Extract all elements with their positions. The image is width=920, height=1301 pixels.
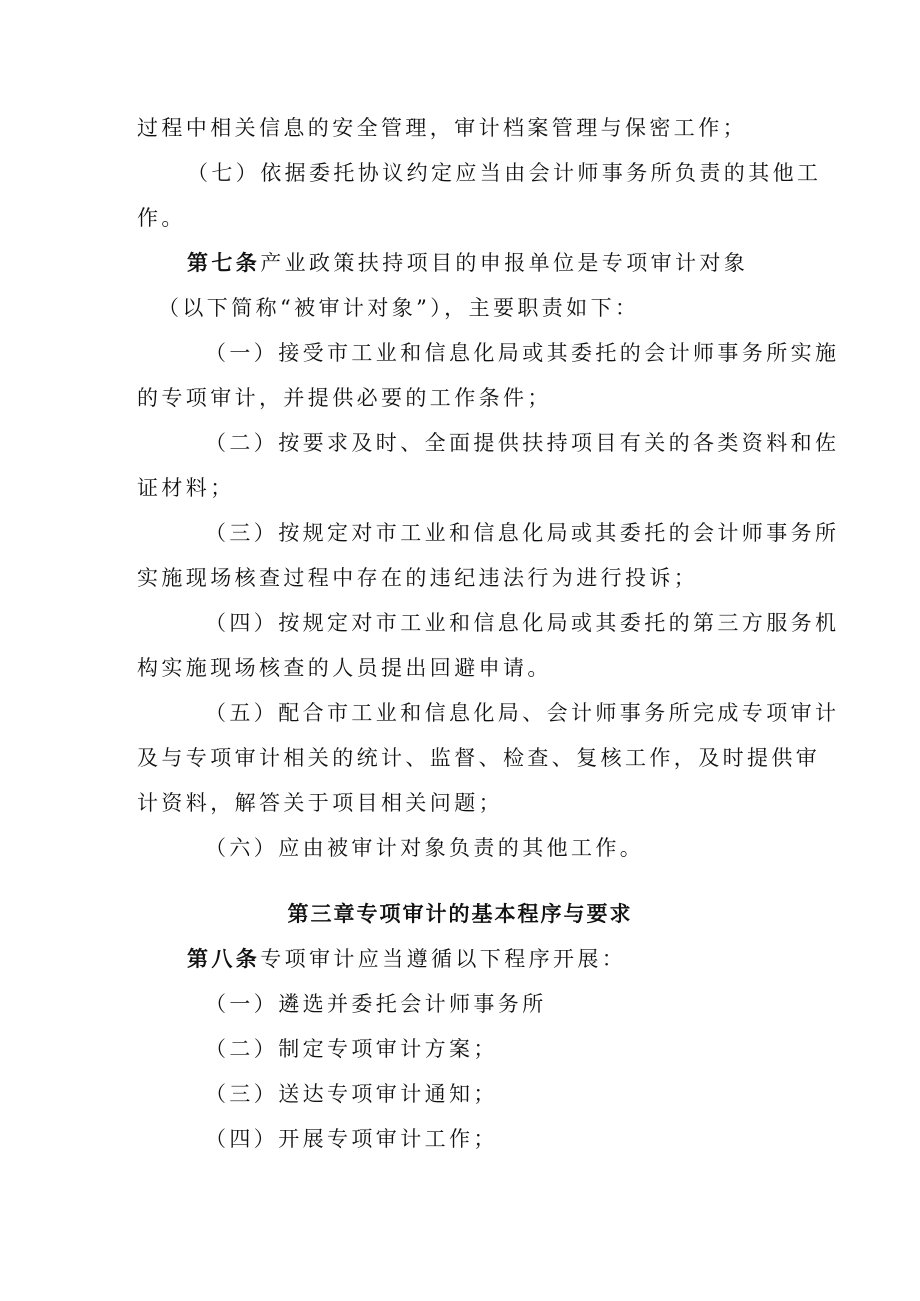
- paragraph-line: （一）接受市工业和信息化局或其委托的会计师事务所实施: [205, 341, 840, 365]
- paragraph-line: 作。: [137, 206, 186, 230]
- paragraph-line: 证材料；: [137, 476, 235, 500]
- article-8-label: 第八条: [187, 947, 261, 971]
- paragraph-line: （四）按规定对市工业和信息化局或其委托的第三方服务机: [205, 611, 840, 635]
- article-7-text: 产业政策扶持项目的申报单位是专项审计对象: [260, 251, 749, 275]
- paragraph-line: 计资料，解答关于项目相关问题；: [137, 791, 503, 815]
- paragraph-line: 实施现场核查过程中存在的违纪违法行为进行投诉；: [137, 566, 699, 590]
- paragraph-line: （七）依据委托协议约定应当由会计师事务所负责的其他工: [187, 161, 822, 185]
- paragraph-line: 构实施现场核查的人员提出回避申请。: [137, 656, 552, 680]
- procedure-item: （二）制定专项审计方案；: [205, 1037, 498, 1061]
- article-8-text: 专项审计应当遵循以下程序开展：: [260, 947, 627, 971]
- procedure-item: （一）遴选并委托会计师事务所: [205, 992, 547, 1016]
- paragraph-line: （三）按规定对市工业和信息化局或其委托的会计师事务所: [205, 521, 840, 545]
- procedure-item: （三）送达专项审计通知；: [205, 1082, 498, 1106]
- paragraph-line: （六）应由被审计对象负责的其他工作。: [205, 836, 645, 860]
- article-7-line: [0, 248, 920, 278]
- paragraph-line: （以下简称“被审计对象”），主要职责如下：: [158, 296, 640, 320]
- paragraph-line: 及与专项审计相关的统计、监督、检查、复核工作，及时提供审: [137, 746, 821, 770]
- paragraph-line: 过程中相关信息的安全管理，审计档案管理与保密工作；: [137, 116, 747, 140]
- paragraph-line: 的专项审计，并提供必要的工作条件；: [137, 386, 552, 410]
- paragraph-line: （二）按要求及时、全面提供扶持项目有关的各类资料和佐: [205, 431, 840, 455]
- paragraph-line: （五）配合市工业和信息化局、会计师事务所完成专项审计: [205, 701, 840, 725]
- article-8-line: [0, 944, 920, 974]
- article-7-label: 第七条: [187, 251, 261, 275]
- procedure-item: （四）开展专项审计工作；: [205, 1127, 498, 1151]
- chapter-heading: 第三章专项审计的基本程序与要求: [287, 902, 633, 926]
